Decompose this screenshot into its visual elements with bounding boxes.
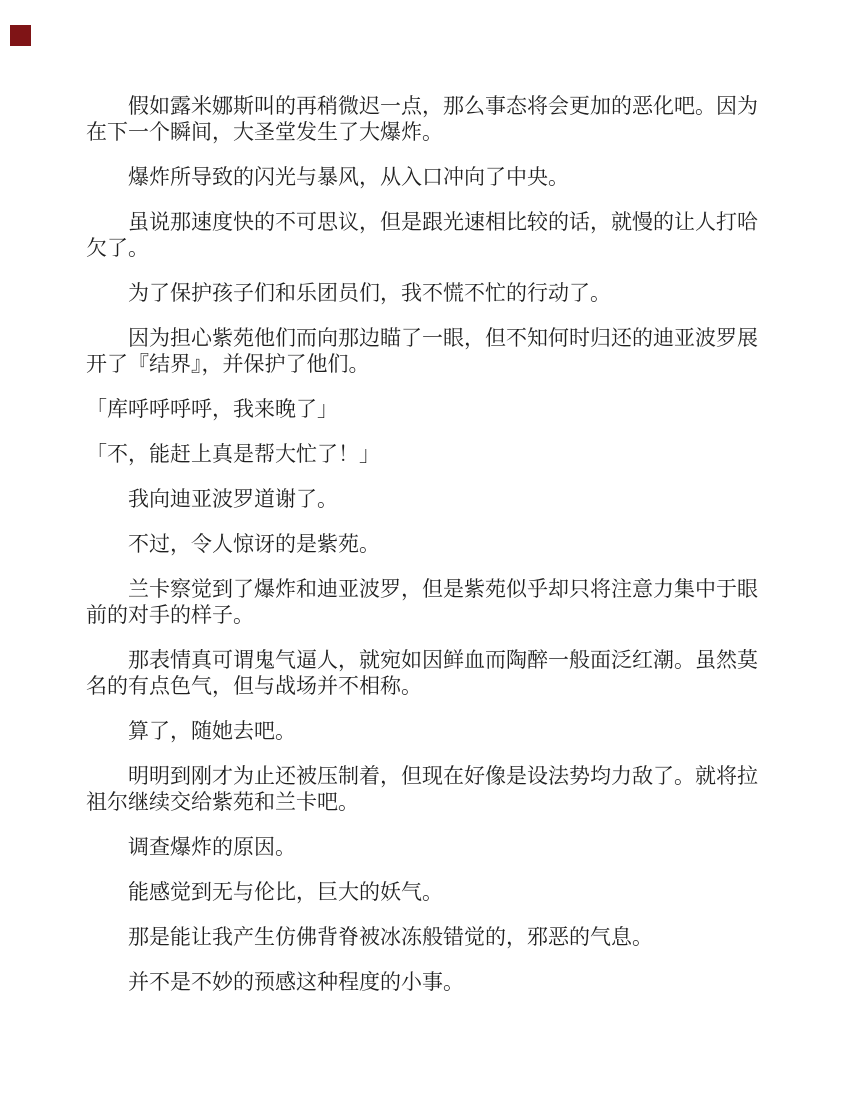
paragraph-16: 那是能让我产生仿佛背脊被冰冻般错觉的，邪恶的气息。 <box>128 925 653 949</box>
paragraph-10: 兰卡察觉到了爆炸和迪亚波罗，但是紫苑似乎却只将注意力集中于眼前的对手的样子。 <box>86 577 758 627</box>
paragraph-13: 明明到刚才为止还被压制着，但现在好像是设法势均力敌了。就将拉祖尔继续交给紫苑和兰卡吧。 <box>86 764 758 814</box>
paragraph-11: 那表情真可谓鬼气逼人，就宛如因鲜血而陶醉一般面泛红潮。虽然莫名的有点色气，但与战场并不相称。 <box>86 648 758 698</box>
paragraph-4: 为了保护孩子们和乐团员们，我不慌不忙的行动了。 <box>128 281 611 305</box>
paragraph-9: 不过，令人惊讶的是紫苑。 <box>128 532 380 556</box>
paragraph-3: 虽说那速度快的不可思议，但是跟光速相比较的话，就慢的让人打哈欠了。 <box>86 210 758 260</box>
red-square-marker <box>10 25 31 46</box>
novel-text-body <box>86 93 762 1014</box>
paragraph-5: 因为担心紫苑他们而向那边瞄了一眼，但不知何时归还的迪亚波罗展开了『结界』，并保护了他们。 <box>86 326 758 376</box>
paragraph-14: 调查爆炸的原因。 <box>128 835 296 859</box>
dialogue-line-1: 「库呼呼呼呼，我来晚了」 <box>86 397 338 421</box>
paragraph-1: 假如露米娜斯叫的再稍微迟一点，那么事态将会更加的恶化吧。因为在下一个瞬间，大圣堂发生了大爆炸。 <box>86 94 758 144</box>
paragraph-17: 并不是不妙的预感这种程度的小事。 <box>128 970 464 994</box>
paragraph-12: 算了，随她去吧。 <box>128 719 296 743</box>
paragraph-8: 我向迪亚波罗道谢了。 <box>128 487 338 511</box>
paragraph-2: 爆炸所导致的闪光与暴风，从入口冲向了中央。 <box>128 165 569 189</box>
paragraph-15: 能感觉到无与伦比，巨大的妖气。 <box>128 880 443 904</box>
dialogue-line-2: 「不，能赶上真是帮大忙了！」 <box>86 442 380 466</box>
